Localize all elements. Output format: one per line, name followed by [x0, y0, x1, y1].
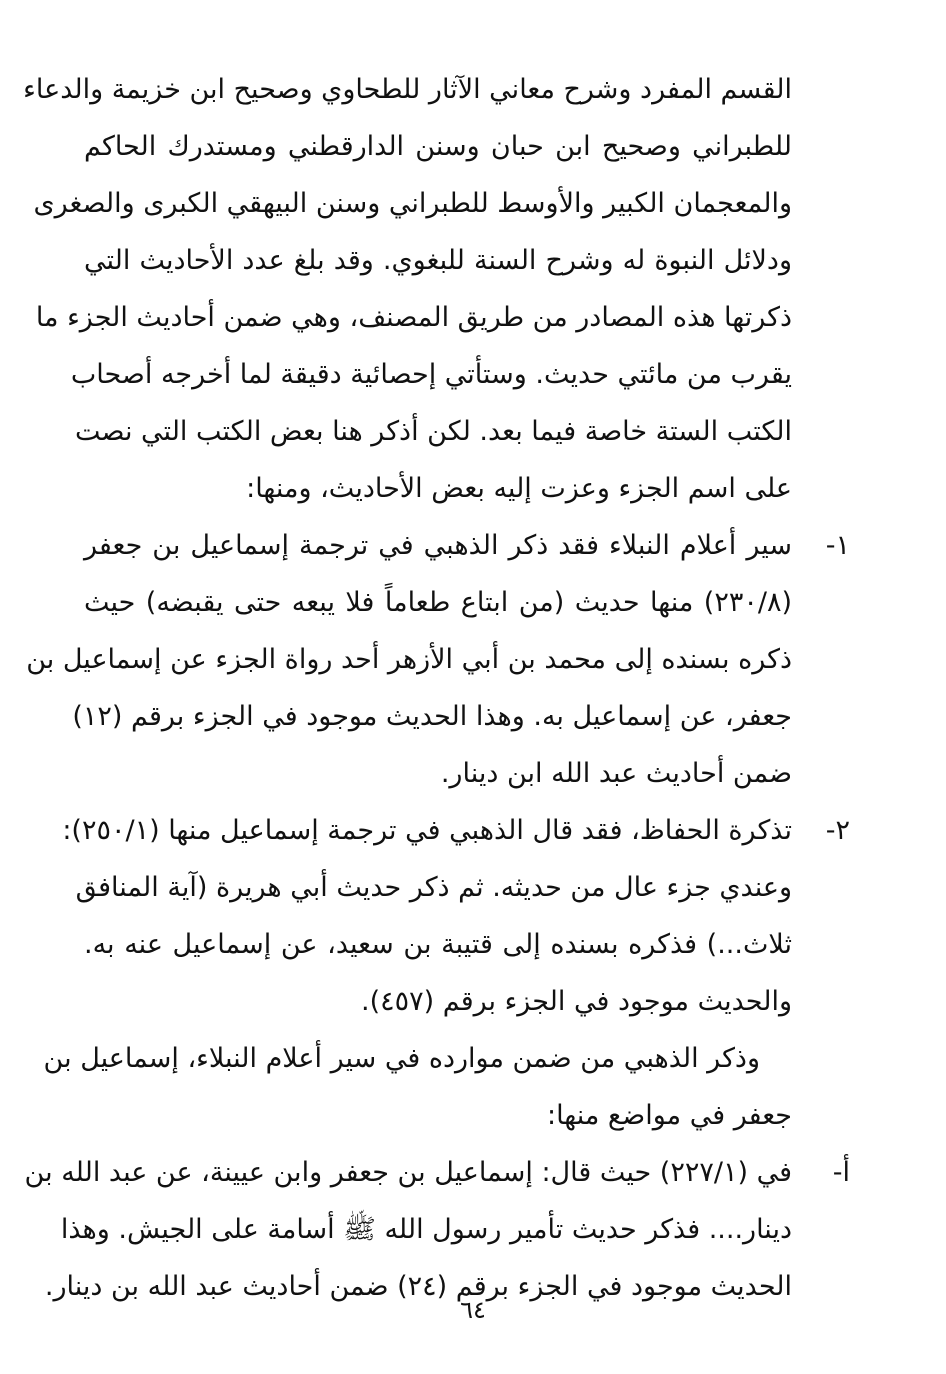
list-marker: ١- — [825, 530, 850, 561]
text-line: جعفر، عن إسماعيل به. وهذا الحديث موجود في الجزء برقم (١٢) — [72, 701, 792, 732]
text-line: ذكرتها هذه المصادر من طريق المصنف، وهي ضمن أحاديث الجزء ما — [35, 302, 792, 333]
text-line: وعندي جزء عال من حديثه. ثم ذكر حديث أبي هريرة (آية المنافق — [75, 872, 792, 903]
list-marker: ٢- — [825, 815, 850, 846]
text-line: الحديث موجود في الجزء برقم (٢٤) ضمن أحاديث عبد الله بن دينار. — [44, 1271, 792, 1302]
text-line: تذكرة الحفاظ، فقد قال الذهبي في ترجمة إسماعيل منها (٢٥٠/١): — [62, 815, 792, 846]
text-line: وذكر الذهبي من ضمن موارده في سير أعلام النبلاء، إسماعيل بن — [43, 1043, 760, 1074]
text-line: في (٢٢٧/١) حيث قال: إسماعيل بن جعفر وابن عيينة، عن عبد الله بن — [24, 1157, 792, 1188]
page-number: ٦٤ — [460, 1296, 486, 1324]
text-line: (٢٣٠/٨) منها حديث (من ابتاع طعاماً فلا يبعه حتى يقبضه) حيث — [84, 587, 792, 618]
text-line: ودلائل النبوة له وشرح السنة للبغوي. وقد بلغ عدد الأحاديث التي — [84, 245, 792, 276]
text-line: ضمن أحاديث عبد الله ابن دينار. — [440, 758, 792, 789]
text-line: ثلاث...) فذكره بسنده إلى قتيبة بن سعيد، عن إسماعيل عنه به. — [84, 929, 792, 960]
text-line: جعفر في مواضع منها: — [546, 1100, 792, 1131]
text-line: ذكره بسنده إلى محمد بن أبي الأزهر أحد رواة الجزء عن إسماعيل بن — [26, 644, 792, 675]
text-line: والحديث موجود في الجزء برقم (٤٥٧). — [360, 986, 792, 1017]
text-line: على اسم الجزء وعزت إليه بعض الأحاديث، ومنها: — [246, 473, 792, 504]
text-line: القسم المفرد وشرح معاني الآثار للطحاوي وصحيح ابن خزيمة والدعاء — [23, 74, 792, 105]
list-marker: أ- — [832, 1157, 850, 1188]
text-line: الكتب الستة خاصة فيما بعد. لكن أذكر هنا بعض الكتب التي نصت — [75, 416, 792, 447]
text-line: يقرب من مائتي حديث. وستأتي إحصائية دقيقة لما أخرجه أصحاب — [70, 359, 792, 390]
text-line: دينار.... فذكر حديث تأمير رسول الله ﷺ أسامة على الجيش. وهذا — [60, 1214, 792, 1245]
text-line: سير أعلام النبلاء فقد ذكر الذهبي في ترجمة إسماعيل بن جعفر — [84, 530, 792, 561]
text-line: للطبراني وصحيح ابن حبان وسنن الدارقطني ومستدرك الحاكم — [84, 131, 792, 162]
text-line: والمعجمان الكبير والأوسط للطبراني وسنن البيهقي الكبرى والصغرى — [33, 188, 792, 219]
